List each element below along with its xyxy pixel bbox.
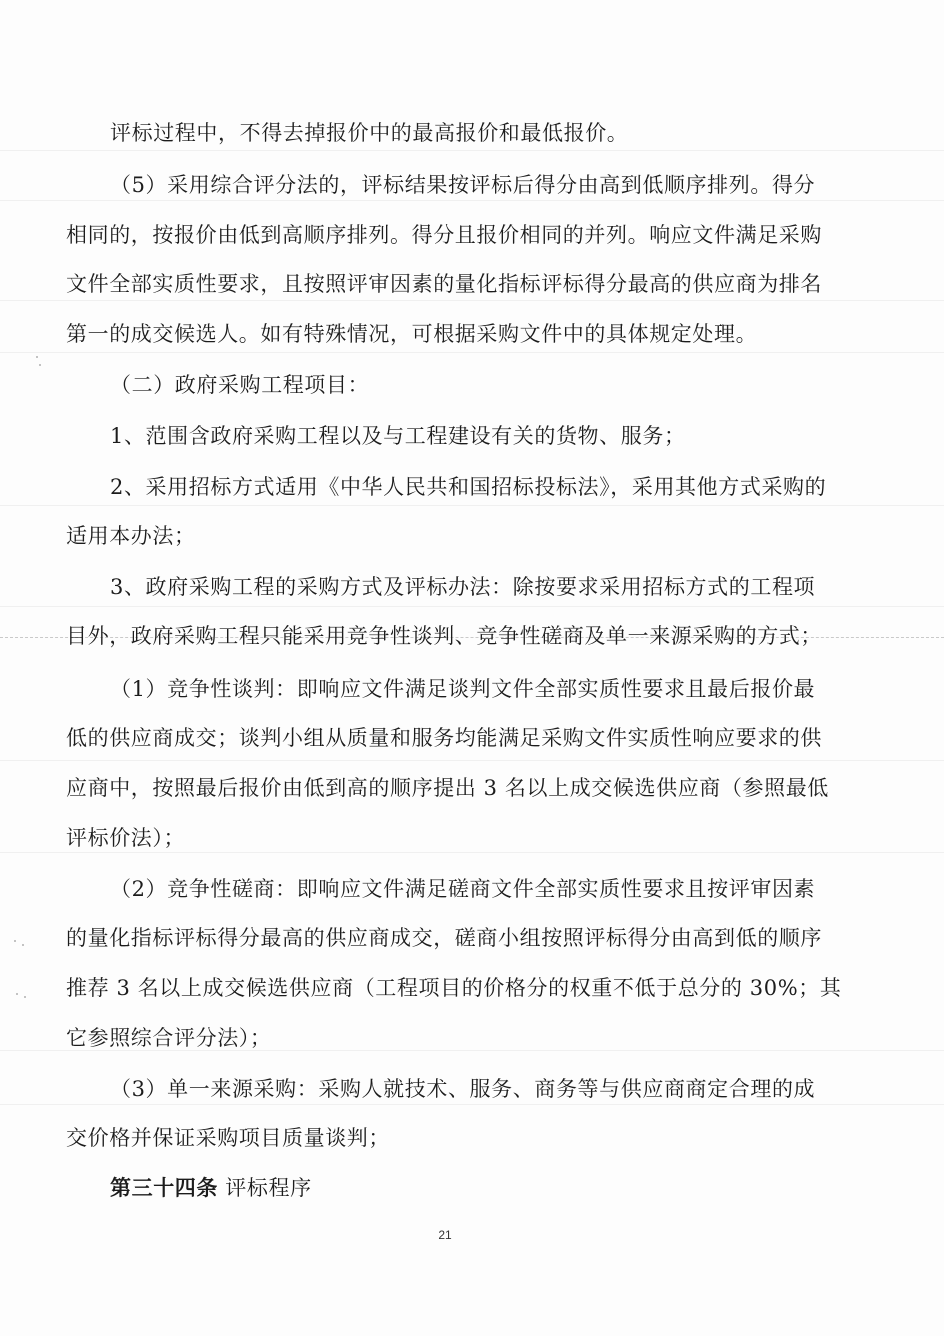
paragraph-line: 目外，政府采购工程只能采用竞争性谈判、竞争性磋商及单一来源采购的方式； (66, 624, 822, 648)
paragraph-line: （5）采用综合评分法的，评标结果按评标后得分由高到低顺序排列。得分 (110, 173, 816, 197)
scan-speck (16, 993, 18, 995)
paragraph-line: 文件全部实质性要求，且按照评审因素的量化指标评标得分最高的供应商为排名 (66, 272, 822, 296)
paragraph-line: 评标过程中，不得去掉报价中的最高报价和最低报价。 (110, 121, 629, 145)
paragraph-line: 适用本办法； (66, 524, 196, 548)
paragraph-line: （2）竞争性磋商：即响应文件满足磋商文件全部实质性要求且按评审因素 (110, 877, 816, 901)
scan-speck (14, 940, 16, 942)
paragraph-line: 的量化指标评标得分最高的供应商成交，磋商小组按照评标得分由高到低的顺序 (66, 926, 822, 950)
bleed-through-line (0, 852, 944, 853)
paragraph-line: 1、范围含政府采购工程以及与工程建设有关的货物、服务； (110, 424, 686, 448)
bleed-through-line (0, 352, 944, 353)
paragraph-line: 2、采用招标方式适用《中华人民共和国招标投标法》，采用其他方式采购的 (110, 475, 827, 499)
paragraph-line: 评标价法）； (66, 826, 186, 850)
bleed-through-line (0, 760, 944, 761)
scan-speck (39, 364, 41, 366)
article-heading (110, 1174, 312, 1202)
paragraph-line: 推荐 3 名以上成交候选供应商（工程项目的价格分的权重不低于总分的 30%；其 (66, 976, 842, 1000)
bleed-through-line (0, 200, 944, 201)
scan-speck (22, 944, 24, 946)
bleed-through-line (0, 606, 944, 607)
paragraph-line: （3）单一来源采购：采购人就技术、服务、商务等与供应商商定合理的成 (110, 1077, 816, 1101)
page-number: 21 (438, 1228, 452, 1242)
bleed-through-line (0, 505, 944, 506)
section-heading: （二）政府采购工程项目： (110, 373, 370, 397)
paragraph-line: 相同的，按报价由低到高顺序排列。得分且报价相同的并列。响应文件满足采购 (66, 223, 822, 247)
scan-speck (36, 356, 38, 358)
paragraph-line: 它参照综合评分法）； (66, 1026, 272, 1050)
paragraph-line: 第一的成交候选人。如有特殊情况，可根据采购文件中的具体规定处理。 (66, 322, 758, 346)
bleed-through-line (0, 1104, 944, 1105)
article-title: 评标程序 (225, 1176, 312, 1200)
paragraph-line: （1）竞争性谈判：即响应文件满足谈判文件全部实质性要求且最后报价最 (110, 677, 816, 701)
paragraph-line: 低的供应商成交；谈判小组从质量和服务均能满足采购文件实质性响应要求的供 (66, 726, 822, 750)
bleed-through-line (0, 150, 944, 151)
scan-speck (24, 996, 26, 998)
paragraph-line: 应商中，按照最后报价由低到高的顺序提出 3 名以上成交候选供应商（参照最低 (66, 776, 829, 800)
article-number: 第三十四条 (110, 1175, 218, 1200)
paragraph-line: 3、政府采购工程的采购方式及评标办法：除按要求采用招标方式的工程项 (110, 575, 816, 599)
bleed-through-line (0, 300, 944, 301)
paragraph-line: 交价格并保证采购项目质量谈判； (66, 1126, 390, 1150)
